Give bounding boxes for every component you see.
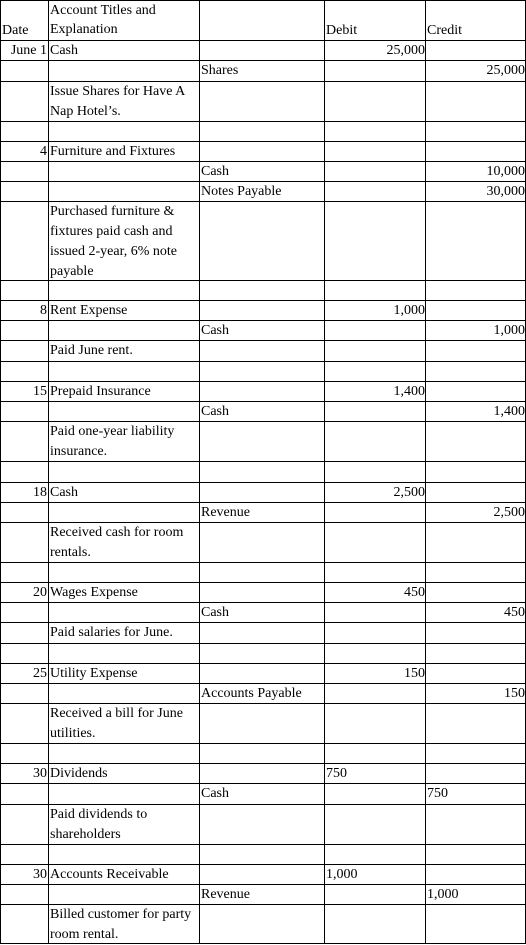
entry-2-credit-row-2 [0, 182, 526, 202]
credit-account: Shares [200, 61, 325, 82]
debit-amount: 25,000 [325, 41, 426, 61]
credit-account: Revenue [200, 885, 325, 905]
entry-8-credit-row [0, 784, 526, 805]
entry-3-credit-row [0, 321, 526, 341]
debit-account: Utility Expense [49, 664, 200, 684]
explanation: Paid dividends to shareholders [49, 805, 200, 845]
entry-8-explanation-row [0, 805, 526, 845]
entry-7-debit-row [0, 664, 526, 684]
entry-date: 20 [0, 583, 49, 603]
entry-5-debit-row [0, 483, 526, 503]
spacer-row [0, 744, 526, 764]
entry-3-explanation-row [0, 341, 526, 362]
entry-9-explanation-row [0, 905, 526, 944]
credit-amount: 1,000 [426, 321, 526, 341]
debit-account: Cash [49, 483, 200, 503]
entry-3-debit-row [0, 301, 526, 321]
header-credit: Credit [426, 0, 526, 41]
debit-amount: 750 [325, 764, 426, 784]
credit-account: Notes Payable [200, 182, 325, 202]
entry-4-debit-row [0, 382, 526, 402]
entry-date: 8 [0, 301, 49, 321]
debit-amount: 150 [325, 664, 426, 684]
credit-amount: 10,000 [426, 162, 526, 182]
explanation: Purchased furniture & fixtures paid cash and issued 2-year, 6% note payable [49, 202, 200, 281]
entry-4-credit-row [0, 402, 526, 422]
debit-amount: 1,400 [325, 382, 426, 402]
spacer-row [0, 122, 526, 142]
debit-account: Furniture and Fixtures [49, 142, 200, 162]
entry-7-explanation-row [0, 704, 526, 744]
explanation: Paid June rent. [49, 341, 200, 362]
header-account-titles: Account Titles and Explanation [49, 0, 200, 41]
credit-amount: 30,000 [426, 182, 526, 202]
credit-amount: 2,500 [426, 503, 526, 523]
debit-amount: 1,000 [325, 865, 426, 885]
entry-1-debit-row [0, 41, 526, 61]
credit-account: Revenue [200, 503, 325, 523]
debit-amount: 1,000 [325, 301, 426, 321]
entry-6-explanation-row [0, 623, 526, 644]
entry-2-credit-row-1 [0, 162, 526, 182]
entry-9-credit-row [0, 885, 526, 905]
entry-1-explanation-row [0, 82, 526, 122]
credit-account: Cash [200, 162, 325, 182]
entry-7-credit-row [0, 684, 526, 704]
credit-amount: 1,000 [426, 885, 526, 905]
explanation: Paid one-year liability insurance. [49, 422, 200, 462]
header-debit: Debit [325, 0, 426, 41]
credit-account: Cash [200, 784, 325, 805]
spacer-row [0, 281, 526, 301]
spacer-row [0, 362, 526, 382]
entry-9-debit-row [0, 865, 526, 885]
spacer-row [0, 462, 526, 483]
entry-date: 25 [0, 664, 49, 684]
entry-2-debit-row [0, 142, 526, 162]
debit-account: Dividends [49, 764, 200, 784]
credit-amount: 1,400 [426, 402, 526, 422]
debit-account: Prepaid Insurance [49, 382, 200, 402]
credit-amount: 25,000 [426, 61, 526, 82]
entry-date: June 1 [0, 41, 49, 61]
explanation: Received cash for room rentals. [49, 523, 200, 563]
debit-account: Wages Expense [49, 583, 200, 603]
debit-amount: 450 [325, 583, 426, 603]
entry-date: 18 [0, 483, 49, 503]
spacer-row [0, 644, 526, 664]
header-blank [200, 0, 325, 41]
credit-account: Cash [200, 402, 325, 422]
credit-account: Cash [200, 603, 325, 623]
entry-date: 30 [0, 764, 49, 784]
entry-date: 30 [0, 865, 49, 885]
entry-date: 15 [0, 382, 49, 402]
debit-amount: 2,500 [325, 483, 426, 503]
credit-amount: 450 [426, 603, 526, 623]
entry-5-explanation-row [0, 523, 526, 563]
spacer-row [0, 563, 526, 583]
entry-8-debit-row [0, 764, 526, 784]
spacer-row [0, 845, 526, 865]
entry-6-credit-row [0, 603, 526, 623]
debit-account: Rent Expense [49, 301, 200, 321]
entry-1-credit-row [0, 61, 526, 82]
entry-date: 4 [0, 142, 49, 162]
explanation: Received a bill for June utilities. [49, 704, 200, 744]
header-row [0, 0, 526, 41]
credit-amount: 150 [426, 684, 526, 704]
entry-5-credit-row [0, 503, 526, 523]
explanation: Issue Shares for Have A Nap Hotel’s. [49, 82, 200, 122]
explanation: Billed customer for party room rental. [49, 905, 200, 944]
explanation: Paid salaries for June. [49, 623, 200, 644]
entry-6-debit-row [0, 583, 526, 603]
credit-amount: 750 [426, 784, 526, 805]
debit-account: Cash [49, 41, 200, 61]
debit-account: Accounts Receivable [49, 865, 200, 885]
header-date: Date [0, 0, 49, 41]
entry-2-explanation-row [0, 202, 526, 281]
credit-account: Accounts Payable [200, 684, 325, 704]
credit-account: Cash [200, 321, 325, 341]
entry-4-explanation-row [0, 422, 526, 462]
